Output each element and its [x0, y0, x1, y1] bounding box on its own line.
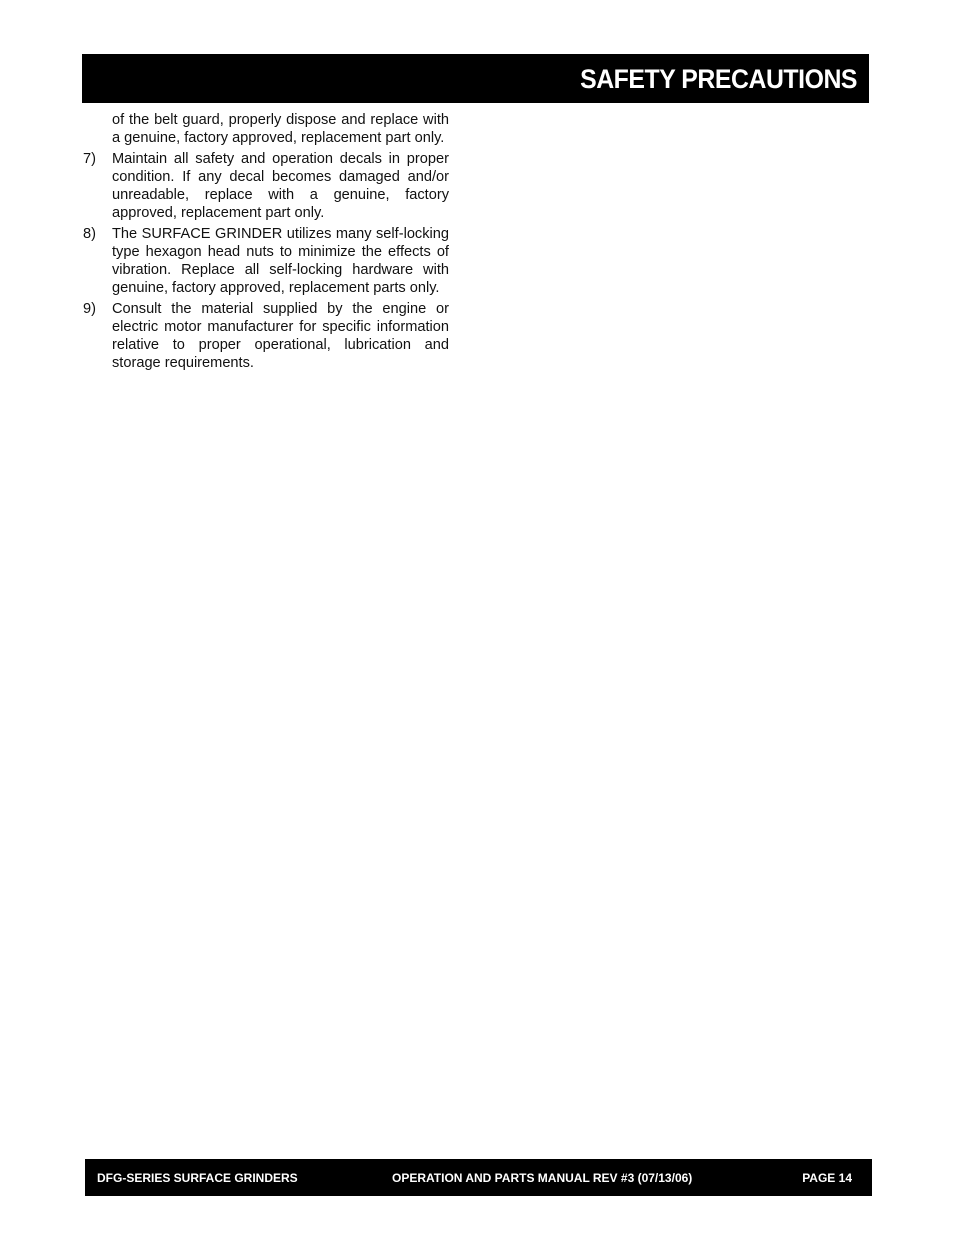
footer-page-number: PAGE 14 [802, 1171, 852, 1185]
list-item [83, 225, 449, 297]
list-item-number: 8) [83, 226, 96, 242]
list-item-number: 9) [83, 301, 96, 317]
page-title: SAFETY PRECAUTIONS [580, 64, 857, 94]
footer-product-name: DFG-SERIES SURFACE GRINDERS [97, 1171, 298, 1185]
continuation-paragraph: of the belt guard, properly dispose and replace with a genuine, factory approved, replacement part only. [112, 112, 449, 146]
safety-content [83, 111, 449, 375]
list-item-number: 7) [83, 151, 96, 167]
list-item [83, 300, 449, 372]
page-footer [85, 1159, 872, 1196]
footer-manual-revision: OPERATION AND PARTS MANUAL REV #3 (07/13/06) [392, 1171, 693, 1185]
list-item-text: Maintain all safety and operation decals in proper condition. If any decal becomes damaged and/or unreadable, replace with a genuine, factory approved, replacement part only. [112, 151, 449, 221]
list-item [83, 150, 449, 222]
list-item-text: The SURFACE GRINDER utilizes many self-locking type hexagon head nuts to minimize the effects of vibration. Replace all self-locking hardware with genuine, factory approved, replacement parts only. [112, 226, 449, 296]
list-item-text: Consult the material supplied by the engine or electric motor manufacturer for specific information relative to proper operational, lubrication and storage requirements. [112, 301, 449, 371]
page-header [82, 54, 869, 103]
